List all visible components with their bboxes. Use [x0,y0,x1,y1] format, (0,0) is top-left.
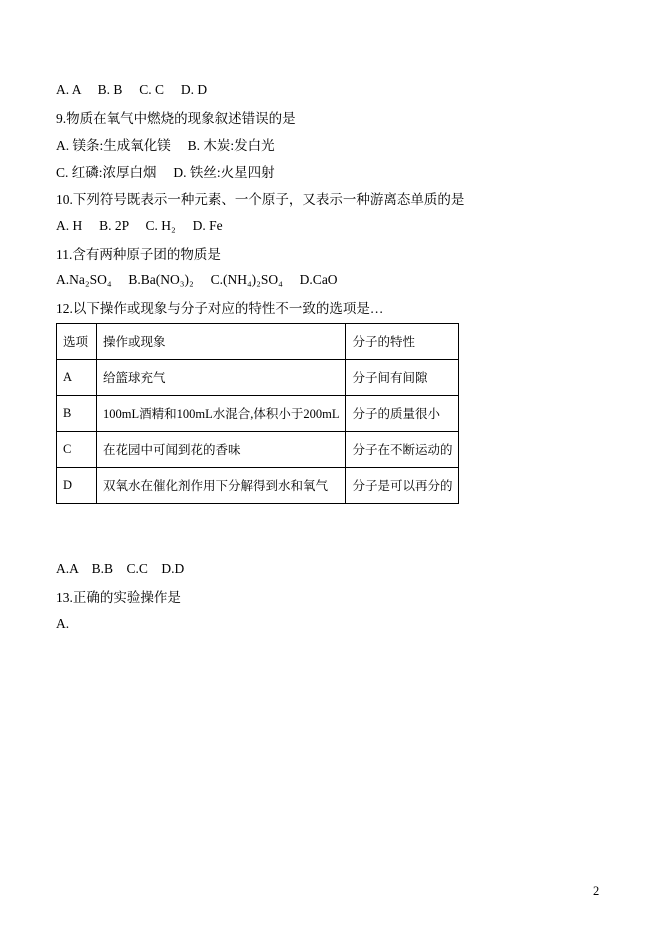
table-header-action: 操作或现象 [97,323,346,359]
question-12-table [56,323,459,504]
table-cell-action: 双氧水在催化剂作用下分解得到水和氧气 [97,467,346,503]
question-12-stem: 12.以下操作或现象与分子对应的特性不一致的选项是… [56,301,384,317]
table-row [57,395,459,431]
vertical-gap [56,504,621,556]
question-11-options: A.Na₂SO₄ B.Ba(NO₃)₂ C.(NH₄)₂SO₄ D.CaO [56,271,338,287]
question-13-stem: 13.正确的实验操作是 [56,590,181,606]
answer-options-row-top: A. A B. B C. C D. D [56,81,208,97]
question-11-stem: 11.含有两种原子团的物质是 [56,246,221,262]
question-9-stem: 9.物质在氧气中燃烧的现象叙述错误的是 [56,110,296,126]
table-cell-feature: 分子在不断运动的 [346,431,459,467]
question-13-option-a: A. [56,615,70,631]
table-header-option: 选项 [57,323,97,359]
question-10-options: A. H B. 2P C. H₂ D. Fe [56,217,223,233]
question-9-options-ab: A. 镁条:生成氧化镁 B. 木炭:发白光 [56,137,275,153]
table-cell-option: D [57,467,97,503]
table-row [57,467,459,503]
table-cell-feature: 分子是可以再分的 [346,467,459,503]
page-number: 2 [593,884,600,898]
table-row [57,431,459,467]
question-10-stem: 10.下列符号既表示一种元素、一个原子，又表示一种游离态单质的是 [56,192,465,208]
table-row [57,359,459,395]
table-cell-option: C [57,431,97,467]
table-cell-action: 在花园中可闻到花的香味 [97,431,346,467]
table-cell-feature: 分子的质量很小 [346,395,459,431]
table-cell-option: A [57,359,97,395]
table-cell-feature: 分子间有间隙 [346,359,459,395]
question-12-answer-row: A.A B.B C.C D.D [56,561,185,577]
table-cell-action: 给篮球充气 [97,359,346,395]
table-header-row [57,323,459,359]
table-header-feature: 分子的特性 [346,323,459,359]
table-cell-action: 100mL酒精和100mL水混合,体积小于200mL [97,395,346,431]
question-9-options-cd: C. 红磷:浓厚白烟 D. 铁丝:火星四射 [56,165,275,181]
table-cell-option: B [57,395,97,431]
